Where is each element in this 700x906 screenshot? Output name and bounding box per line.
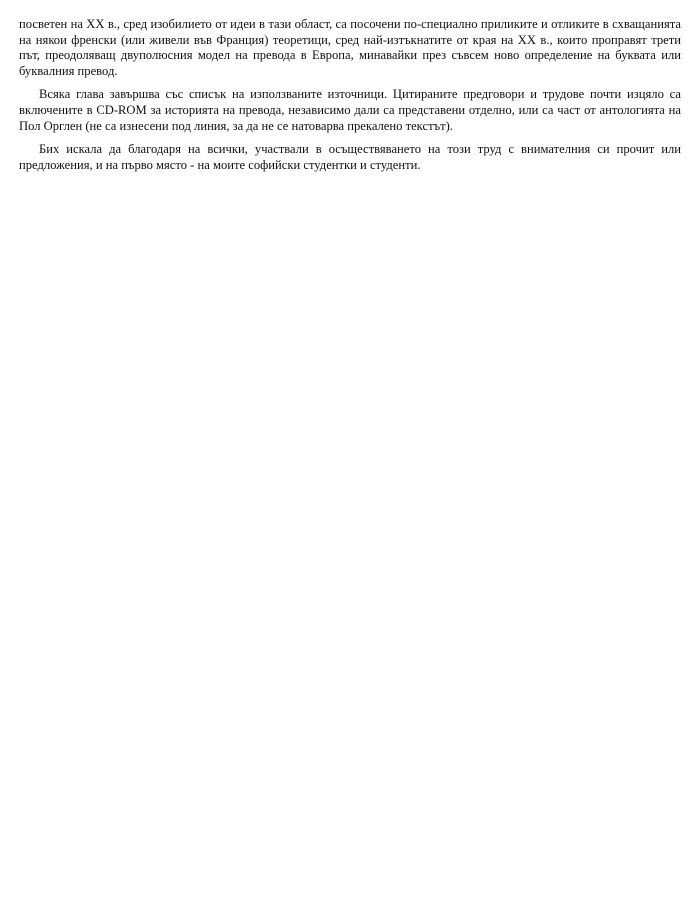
paragraph-continuation: посветен на XX в., сред изобилието от идеи в тази област, са посочени по-специално приликите и отликите в схващанията на някои френски (или живели във Франция) теоретици, сред най-изтъкнатите от края на XX в., които проправят трети път, преодоляващ двуполюсния модел на превода в Европа, минавайки през съвсем ново определение на буквата или буквалния превод. (19, 17, 681, 78)
paragraph-acknowledgements: Бих искала да благодаря на всички, участвали в осъществяването на този труд с внимателния си прочит или предложения, и на първо място - на моите софийски студентки и студенти. (19, 142, 681, 172)
body-text (19, 17, 681, 181)
paragraph-sources: Всяка глава завършва със списък на използваните източници. Цитираните предговори и трудове почти изцяло са включените в CD-ROM за историята на превода, независимо дали са представени отделно, или са част от антологията на Пол Орглен (не са изнесени под линия, за да не се натоварва прекалено текстът). (19, 87, 681, 133)
